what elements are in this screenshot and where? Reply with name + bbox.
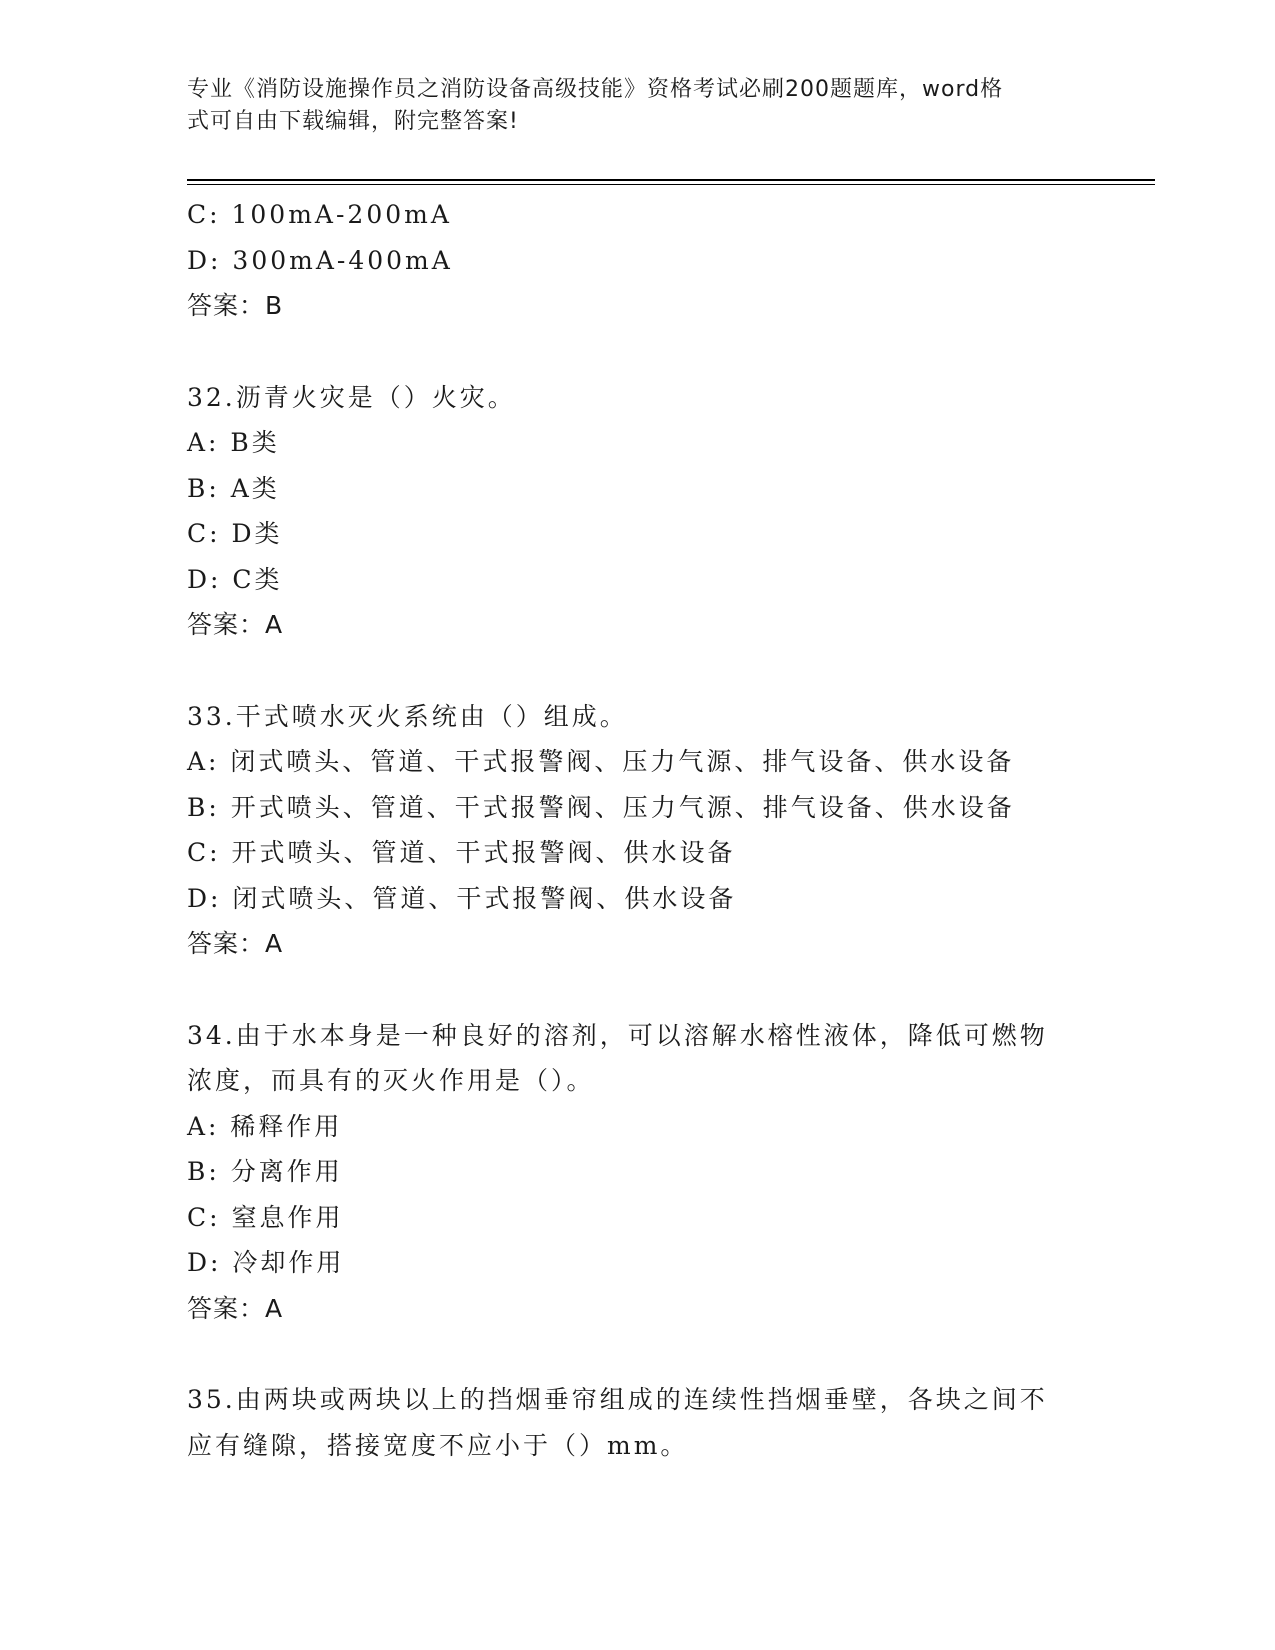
option-a: A: 闭式喷头、管道、干式报警阀、压力气源、排气设备、供水设备 [187, 747, 1015, 776]
question-stem-line-1: 34.由于水本身是一种良好的溶剂，可以溶解水榕性液体，降低可燃物 [187, 1020, 1048, 1050]
question-stem-line-2: 浓度，而具有的灭火作用是（）。 [187, 1066, 595, 1095]
option-c: C: 开式喷头、管道、干式报警阀、供水设备 [187, 838, 736, 867]
answer: 答案：A [187, 610, 284, 639]
question-stem: 32.沥青火灾是（）火灾。 [187, 382, 516, 412]
header-line-1: 专业《消防设施操作员之消防设备高级技能》资格考试必刷200题题库，word格 [187, 77, 1004, 102]
option-c: C: 窒息作用 [187, 1202, 344, 1232]
option-b: B: 分离作用 [187, 1157, 343, 1186]
header-line-2: 式可自由下载编辑，附完整答案! [187, 109, 519, 134]
option-d: D: 冷却作用 [187, 1248, 345, 1277]
option-d: D: 闭式喷头、管道、干式报警阀、供水设备 [187, 883, 737, 913]
question-34 [187, 1013, 1087, 1332]
question-31-continued [187, 192, 1087, 329]
header-divider-thin [187, 184, 1155, 185]
answer: 答案：A [187, 1293, 284, 1323]
document-header [187, 74, 1067, 138]
question-35 [187, 1377, 1087, 1468]
header-divider-thick [187, 179, 1155, 181]
option-b: B: 开式喷头、管道、干式报警阀、压力气源、排气设备、供水设备 [187, 792, 1015, 822]
question-32 [187, 375, 1087, 648]
answer: 答案：B [187, 291, 284, 320]
option-c: C: D类 [187, 519, 283, 548]
option-d: D: C类 [187, 564, 283, 594]
question-stem-line-2: 应有缝隙，搭接宽度不应小于（）mm。 [187, 1430, 689, 1460]
option-a: A: 稀释作用 [187, 1111, 343, 1141]
option-a: A: B类 [187, 428, 280, 457]
question-stem-line-1: 35.由两块或两块以上的挡烟垂帘组成的连续性挡烟垂壁，各块之间不 [187, 1385, 1048, 1414]
question-33 [187, 694, 1087, 967]
question-list [187, 192, 1087, 1468]
option-c: C: 100mA-200mA [187, 200, 452, 229]
option-b: B: A类 [187, 473, 280, 503]
option-d: D: 300mA-400mA [187, 245, 453, 275]
question-stem: 33.干式喷水灭火系统由（）组成。 [187, 701, 628, 731]
answer: 答案：A [187, 929, 284, 958]
